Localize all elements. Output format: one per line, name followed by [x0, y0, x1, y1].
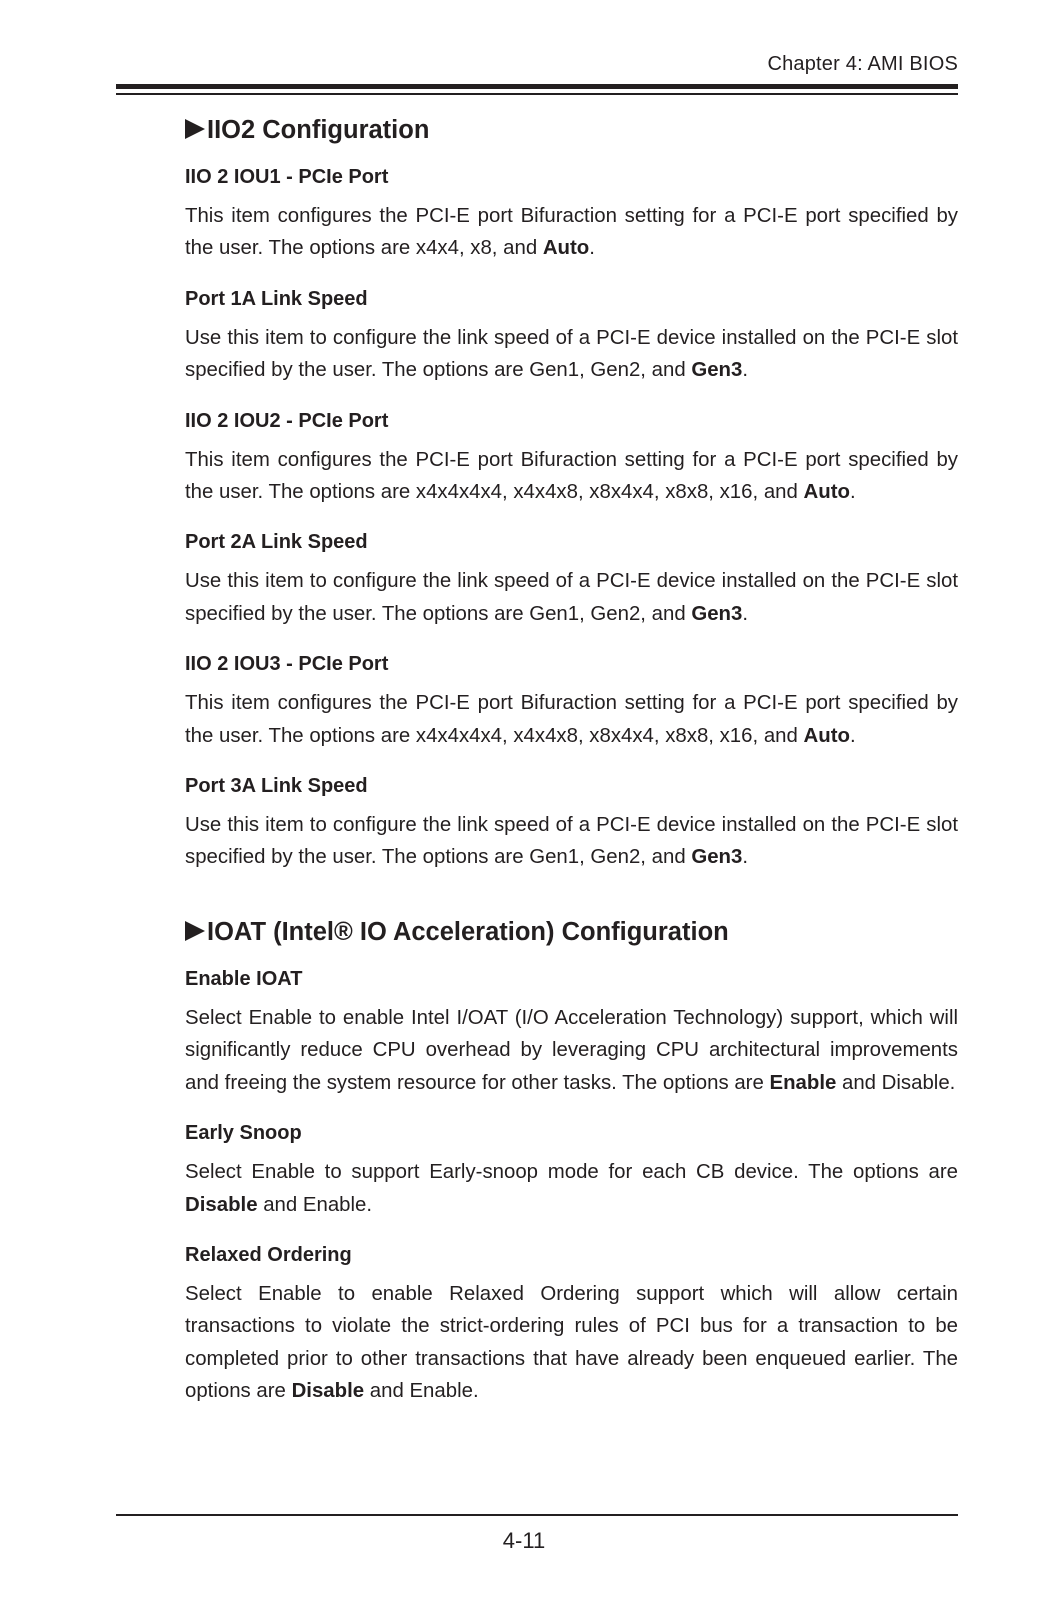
item-enable-ioat [185, 967, 958, 1099]
item-early-snoop [185, 1121, 958, 1221]
header-rule-thick [116, 84, 958, 89]
item-title: Enable IOAT [185, 967, 303, 990]
item-description: Use this item to configure the link speed of a PCI-E device installed on the PCI-E slot specified by the user. The options are Gen1, Gen2, and Gen3. [185, 814, 958, 869]
item-title: Relaxed Ordering [185, 1243, 352, 1266]
footer-rule [116, 1514, 958, 1516]
item-title: Early Snoop [185, 1122, 302, 1145]
item-title: IIO 2 IOU2 - PCIe Port [185, 409, 389, 432]
item-title: IIO 2 IOU1 - PCIe Port [185, 166, 389, 188]
item-description: This item configures the PCI-E port Bifuraction setting for a PCI-E port specified by the user. The options are x4x4x4x4, x4x4x8, x8x4x4, x8x8, x16, and Auto. [185, 448, 958, 504]
item-port2a [185, 530, 958, 630]
item-title: IIO 2 IOU3 - PCIe Port [185, 653, 389, 676]
play-arrow-icon [185, 119, 205, 139]
chapter-header: Chapter 4: AMI BIOS [767, 53, 958, 75]
item-iou3 [185, 652, 958, 752]
item-port3a [185, 774, 958, 874]
item-description: Select Enable to support Early-snoop mode for each CB device. The options are Disable and Enable. [185, 1161, 958, 1216]
section-title-iio2: IIO2 Configuration [185, 108, 958, 152]
item-title: Port 2A Link Speed [185, 531, 368, 554]
play-arrow-icon [185, 921, 205, 941]
item-port1a [185, 287, 958, 387]
item-description: Use this item to configure the link speed of a PCI-E device installed on the PCI-E slot specified by the user. The options are Gen1, Gen2, and Gen3. [185, 326, 958, 382]
page-content [185, 108, 958, 1408]
item-description: This item configures the PCI-E port Bifuraction setting for a PCI-E port specified by the user. The options are x4x4, x8, and Auto. [185, 205, 958, 260]
item-description: Use this item to configure the link speed of a PCI-E device installed on the PCI-E slot specified by the user. The options are Gen1, Gen2, and Gen3. [185, 570, 958, 625]
header-rule-thin [116, 93, 958, 95]
item-title: Port 3A Link Speed [185, 775, 368, 798]
item-iou1 [185, 165, 958, 265]
page-number: 4-11 [502, 1528, 546, 1553]
item-description: Select Enable to enable Intel I/OAT (I/O Acceleration Technology) support, which will significantly reduce CPU overhead by leveraging CPU architectural improvements and freeing the system resource for other tasks. The options are Enable and Disable. [185, 1006, 958, 1094]
item-description: This item configures the PCI-E port Bifuraction setting for a PCI-E port specified by the user. The options are x4x4x4x4, x4x4x8, x8x4x4, x8x8, x16, and Auto. [185, 692, 958, 747]
item-iou2 [185, 409, 958, 509]
section-title-ioat: IOAT (Intel® IO Acceleration) Configuration [185, 910, 958, 954]
item-relaxed-ordering [185, 1243, 958, 1408]
item-description: Select Enable to enable Relaxed Ordering support which will allow certain transactions to violate the strict-ordering rules of PCI bus for a transaction to be completed prior to other transactions that have already been enqueued earlier. The options are Disable and Enable. [185, 1282, 958, 1403]
item-title: Port 1A Link Speed [185, 287, 368, 310]
